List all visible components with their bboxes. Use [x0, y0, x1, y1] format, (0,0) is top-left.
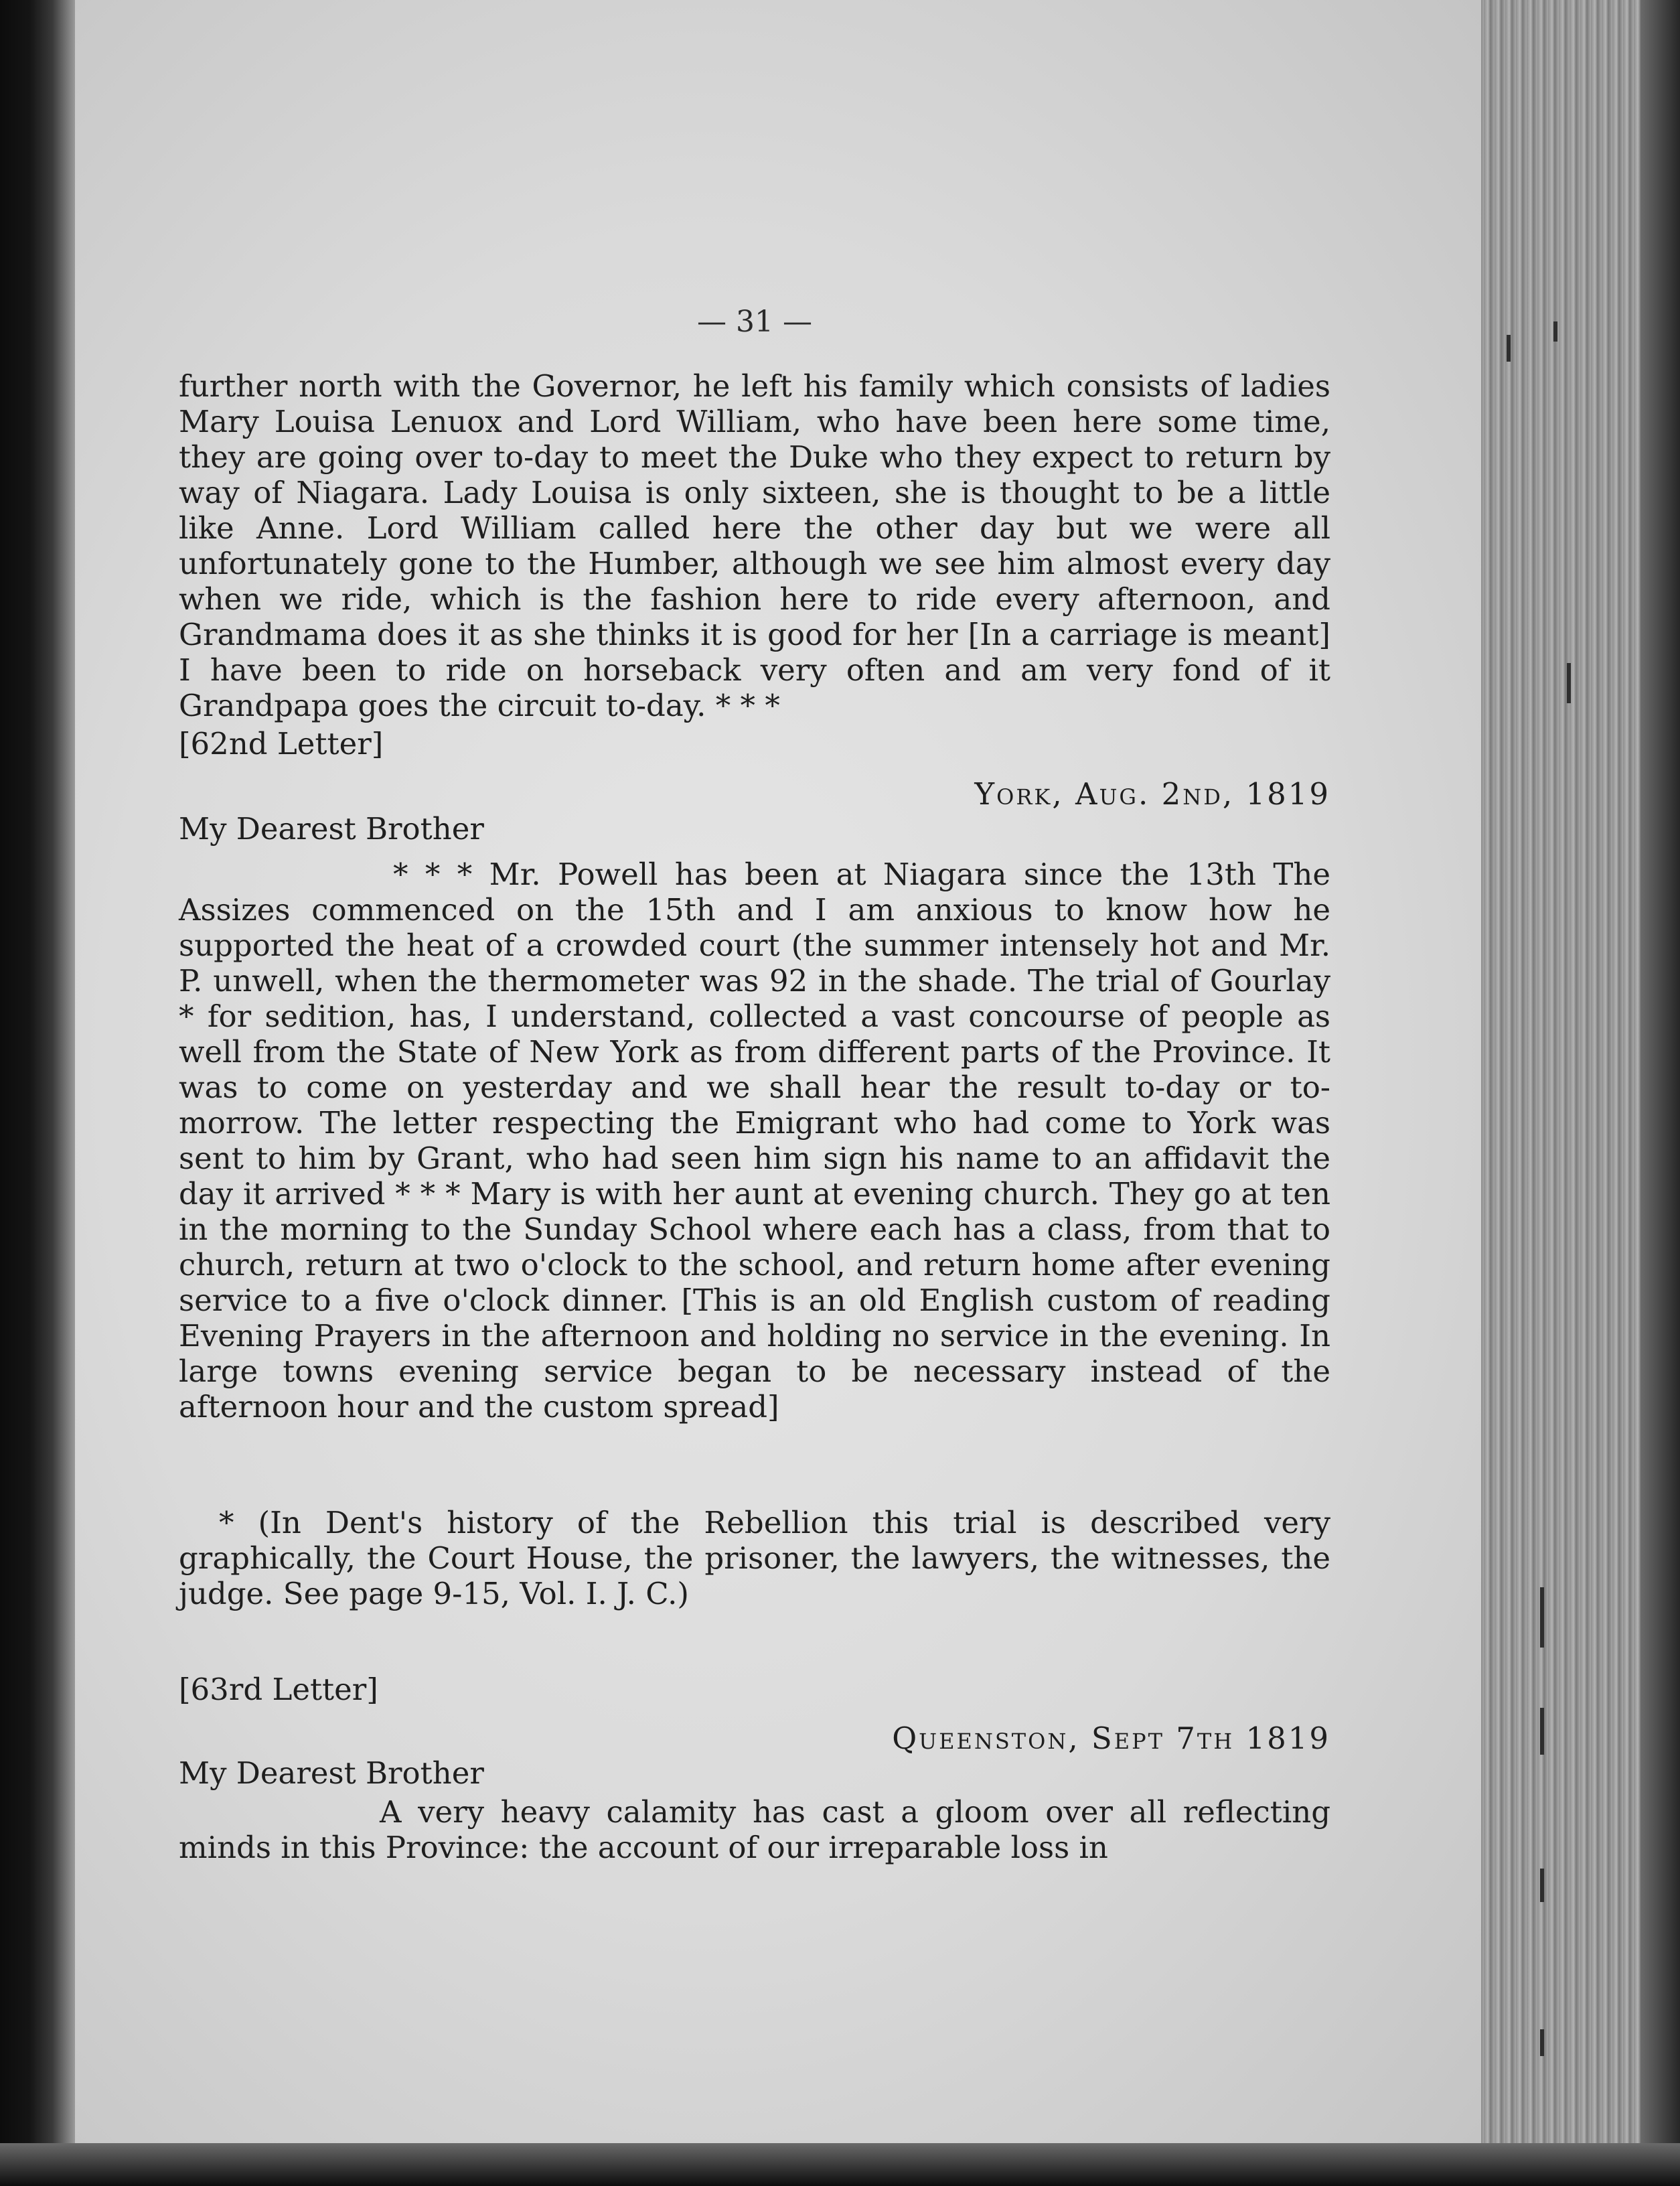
letter-63-label: [63rd Letter] [179, 1672, 378, 1707]
letter-62-salutation: My Dearest Brother [179, 811, 484, 847]
edge-mark [1540, 1587, 1544, 1648]
edge-mark [1553, 321, 1557, 342]
letter-63-salutation: My Dearest Brother [179, 1755, 484, 1791]
letter-62-body: * * * Mr. Powell has been at Niagara since the 13th The Assizes commenced on the 15th and I am anxious to know how he supported the heat of a crowded court (the summer intensely hot and Mr. P. unwell, when the thermometer was 92 in the shade. The trial of Gourlay * for sedition, has, I understand, collected a vast concourse of people as well from the State of New York as from different parts of the Province. It was to come on yesterday and we shall hear the result to-day or to-morrow. The letter respecting the Emigrant who had come to York was sent to him by Grant, who had seen him sign his name to an affidavit the day it arrived * * * Mary is with her aunt at evening church. They go at ten in the morning to the Sunday School where each has a class, from that to church, return at two o'clock to the school, and return home after evening service to a five o'clock dinner. [This is an old English custom of reading Evening Prayers in the afternoon and holding no service in the evening. In large towns evening service began to be necessary instead of the afternoon hour and the custom spread] [179, 857, 1330, 1425]
page-content [179, 305, 1330, 1865]
edge-mark [1507, 335, 1511, 362]
edge-mark [1540, 2029, 1544, 2056]
edge-mark [1540, 1869, 1544, 1902]
book-page [75, 0, 1481, 2146]
page-number: — 31 — [697, 305, 812, 339]
letter-63-header [179, 1721, 1330, 1794]
footnote: * (In Dent's history of the Rebellion this trial is described very graphically, the Court House, the prisoner, the lawyers, the witnesses, the judge. See page 9-15, Vol. I. J. C.) [179, 1505, 1330, 1611]
letter-62-dateline: York, Aug. 2nd, 1819 [974, 776, 1330, 812]
page-edges-shadow [1640, 0, 1680, 2186]
bottom-shadow [0, 2143, 1680, 2186]
continuation-paragraph: further north with the Governor, he left his family which consists of ladies Mary Louisa Lenuox and Lord William, who have been here some time, they are going over to-day to meet the Duke who they expect to return by way of Niagara. Lady Louisa is only sixteen, she is thought to be a little like Anne. Lord William called here the other day but we were all unfortunately gone to the Humber, although we see him almost every day when we ride, which is the fashion here to ride every afternoon, and Grandmama does it as she thinks it is good for her [In a carriage is meant] I have been to ride on horseback very often and am very fond of it Grandpapa goes the circuit to-day. * * * [179, 368, 1330, 723]
book-binding [0, 0, 75, 2186]
edge-mark [1567, 663, 1571, 703]
letter-62-header [179, 776, 1330, 857]
letter-63-dateline: Queenston, Sept 7th 1819 [892, 1721, 1330, 1756]
edge-mark [1540, 1708, 1544, 1755]
page-edge-marks [1493, 315, 1594, 2056]
letter-63-body: A very heavy calamity has cast a gloom over all reflecting minds in this Province: the account of our irreparable loss in [179, 1794, 1330, 1865]
letter-62-label: [62nd Letter] [179, 726, 384, 761]
